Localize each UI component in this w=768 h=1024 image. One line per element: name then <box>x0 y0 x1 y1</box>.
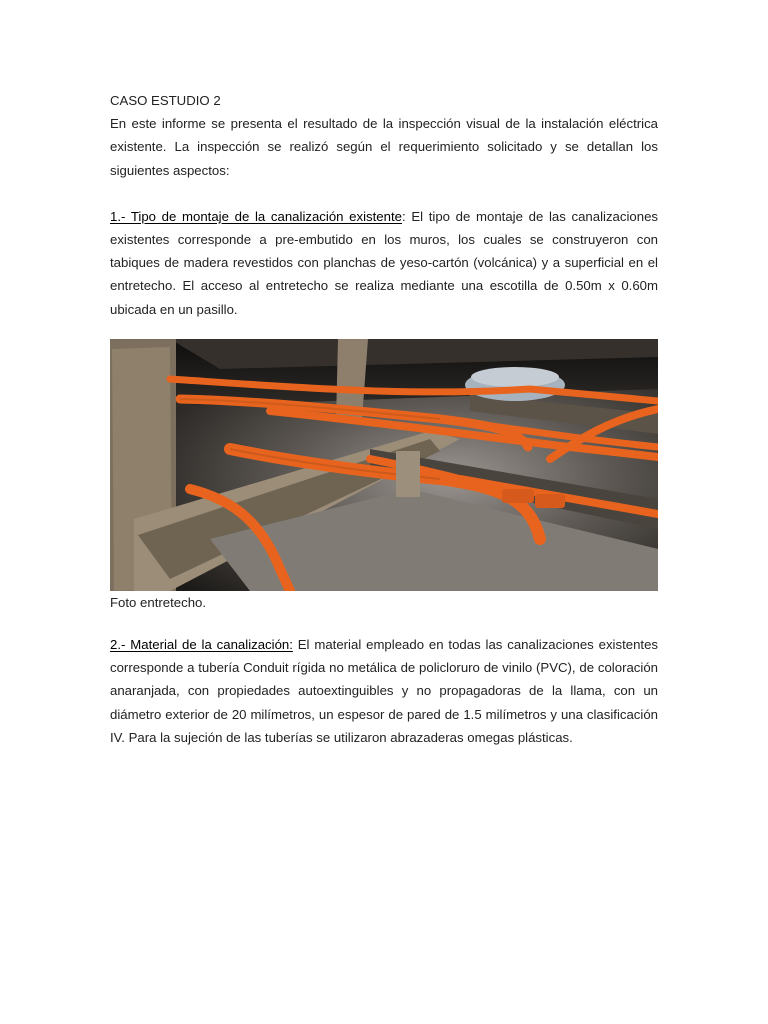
section-2-paragraph <box>110 633 658 749</box>
section-1-heading: 1.- Tipo de montaje de la canalización existente <box>110 208 402 224</box>
photo-caption: Foto entretecho. <box>110 594 207 610</box>
document-title: CASO ESTUDIO 2 <box>110 93 221 108</box>
attic-photo <box>110 339 658 591</box>
document-page <box>110 89 658 749</box>
section-1-body: : El tipo de montaje de las canalizaciones existentes corresponde a pre-embutido en los muros, los cuales se construyeron con tabiques de madera revestidos con planchas de yeso-cartón (volcánica) y a superficial en el entretecho. El acceso al entretecho se realiza mediante una escotilla de 0.50m x 0.60m ubicada en un pasillo. <box>110 208 659 317</box>
intro-paragraph: En este informe se presenta el resultado de la inspección visual de la instalación eléctrica existente. La inspección se realizó según el requerimiento solicitado y se detallan los siguientes aspectos: <box>110 116 658 178</box>
section-2-heading: 2.- Material de la canalización: <box>110 637 293 653</box>
section-2-body: El material empleado en todas las canalizaciones existentes corresponde a tubería Conduit rígida no metálica de policloruro de vinilo (PVC), de coloración anaranjada, con propiedades autoextinguibles y no propagadoras de la llama, con un diámetro exterior de 20 milímetros, un espesor de pared de 1.5 milímetros y una clasificación IV. Para la sujeción de las tuberías se utilizaron abrazaderas omegas plásticas. <box>110 637 658 745</box>
section-1-paragraph <box>110 205 658 321</box>
